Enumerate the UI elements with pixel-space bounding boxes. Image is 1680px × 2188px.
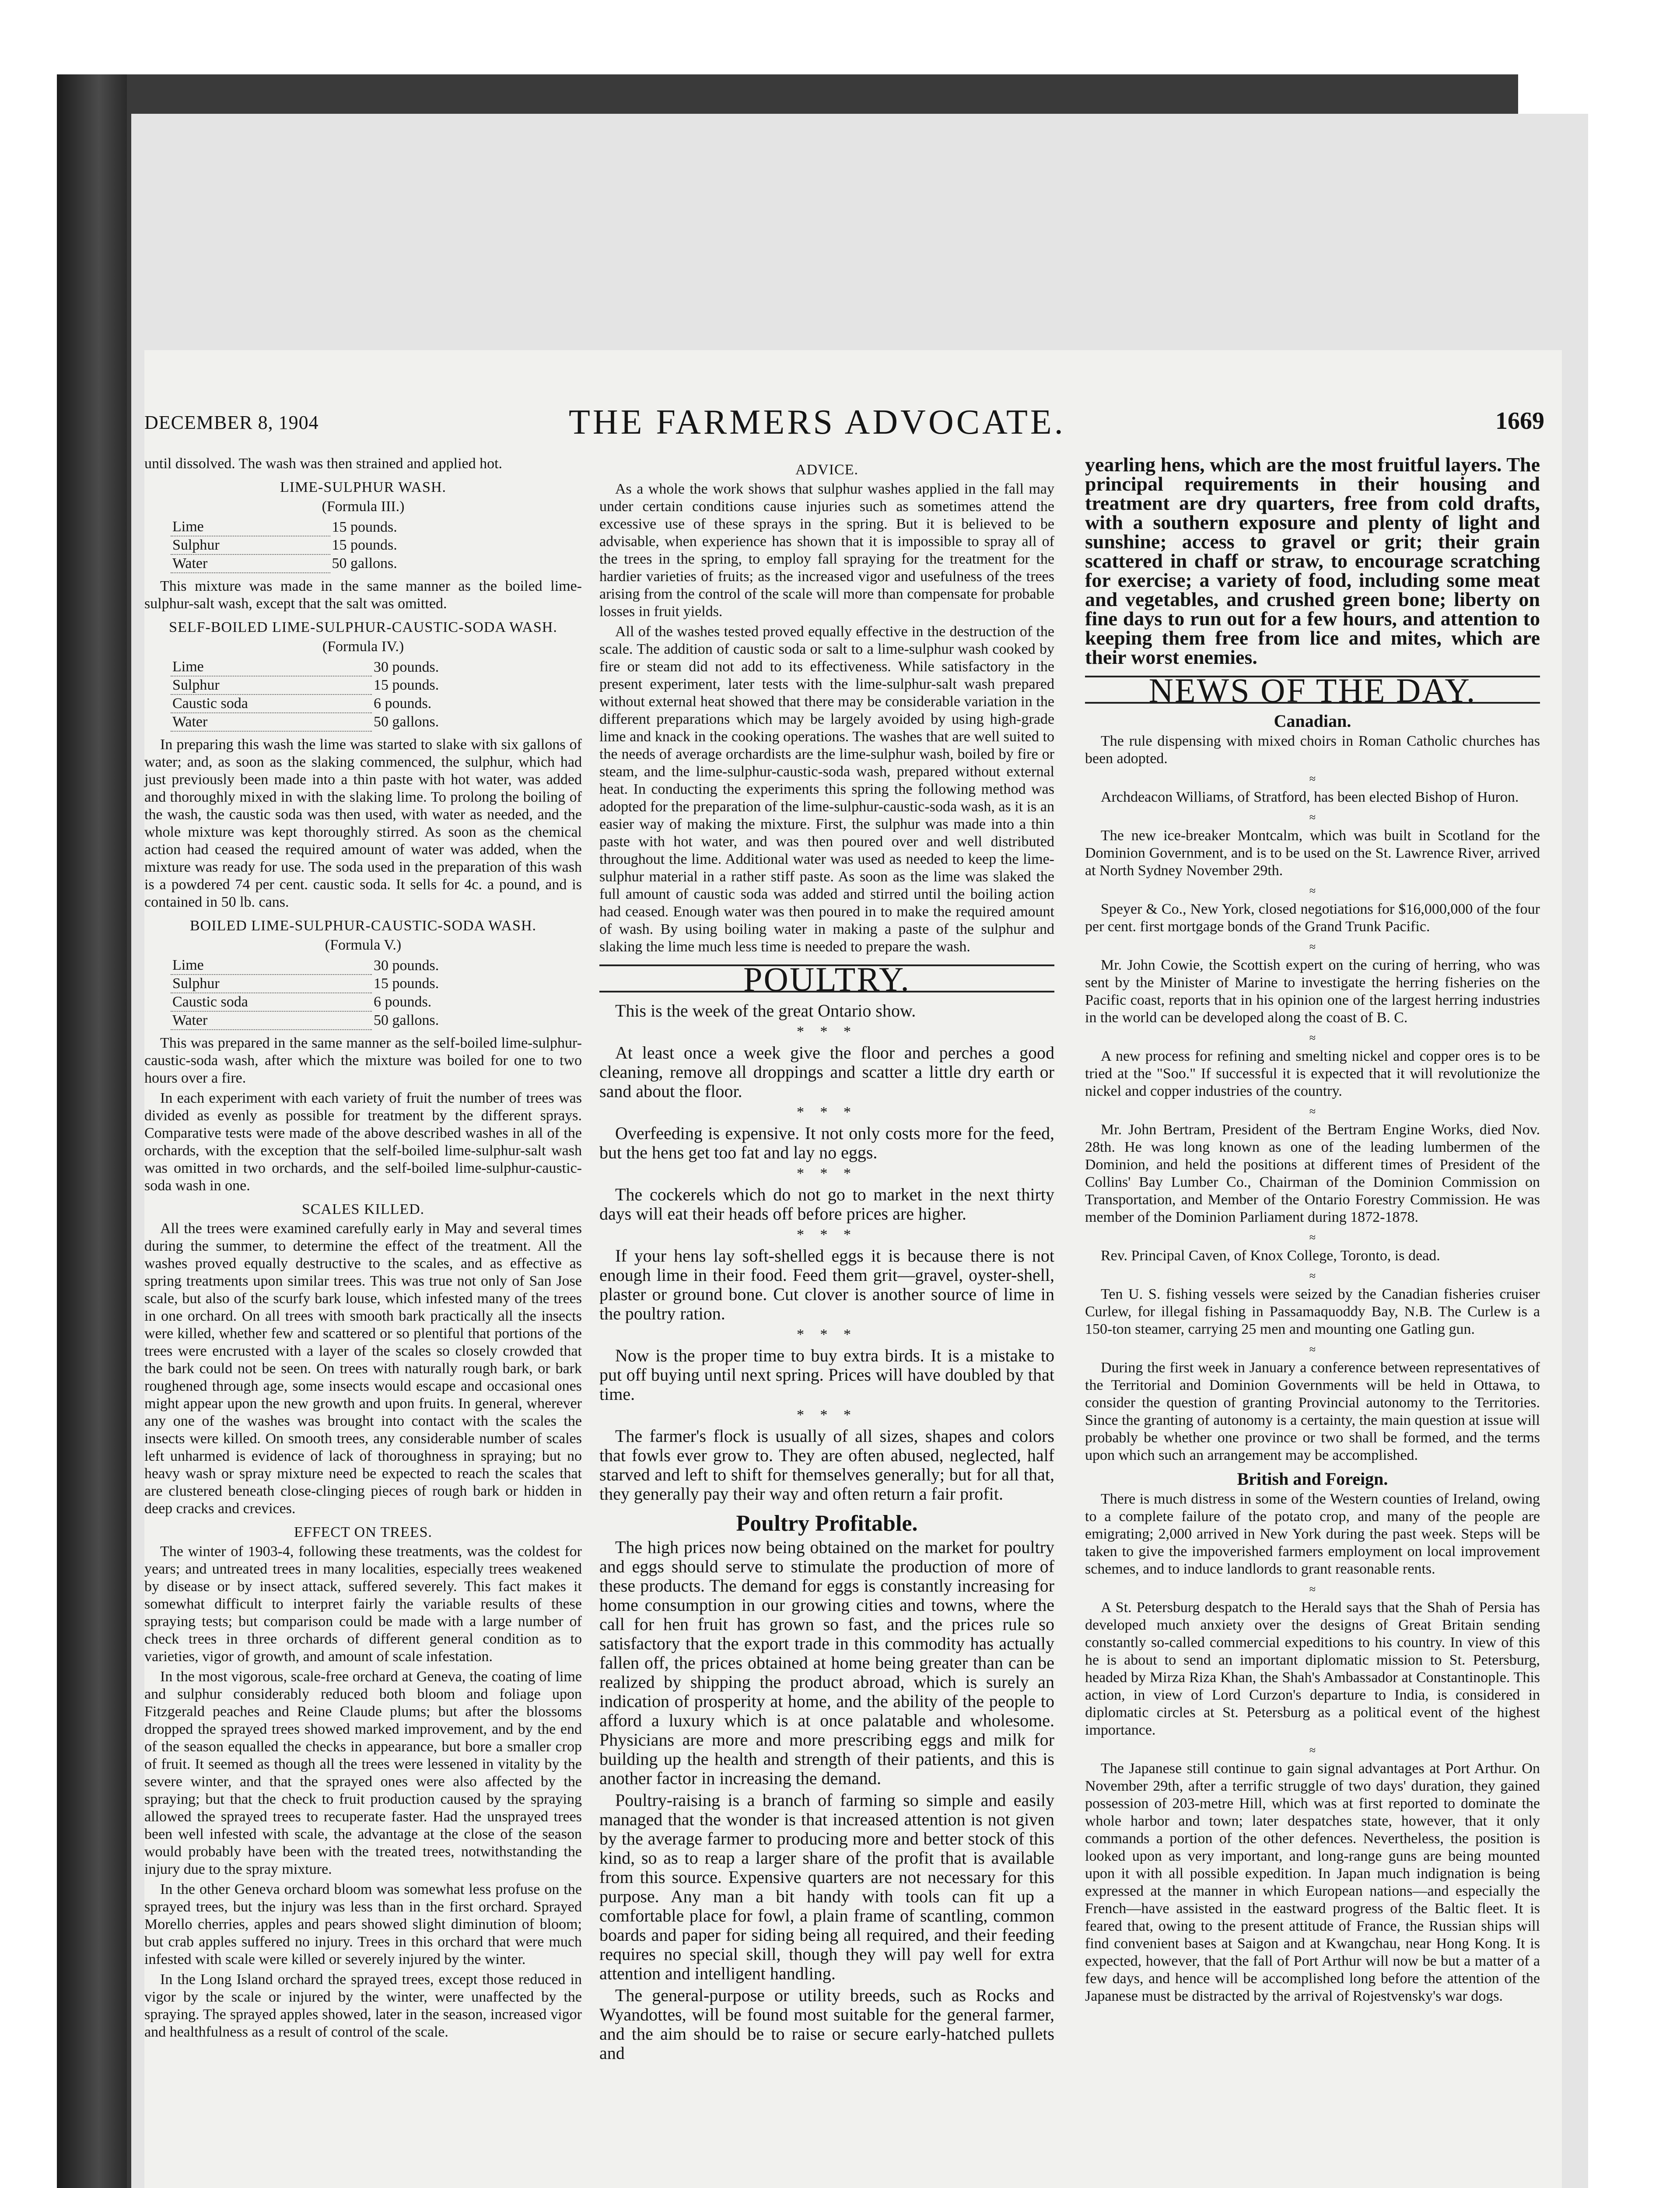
profitable-paragraph-3: The general-purpose or utility breeds, such as Rocks and Wyandottes, will be found most suitable for the general farmer, and the aim should be to raise or secure early-hatched pullets and: [599, 1985, 1054, 2063]
ingredient-amount: 6 pounds.: [373, 695, 432, 712]
ingredient-name: Lime: [171, 957, 372, 975]
section-break: * * *: [797, 1326, 857, 1343]
ingredient-name: Sulphur: [171, 975, 372, 993]
section-break: * * *: [797, 1407, 857, 1423]
intro-text: until dissolved. The wash was then strained and applied hot.: [144, 456, 503, 472]
masthead-title: THE FARMERS ADVOCATE.: [569, 403, 1066, 442]
advice-heading: ADVICE.: [795, 462, 858, 478]
profitable-paragraph-2: Poultry-raising is a branch of farming so simple and easily managed that the wonder is that increased attention is not given by the average farmer to producing more and better stock of this kind, so as to reap a larger share of the profit that is available from this source. Expensive quarters are not necessary for this purpose. Any man a bit handy with tools can fit up a comfortable place for fowl, a plain frame of scantling, common boards and paper for siding being all required, and their feeding requires no special skill, though they will pay well for extra attention and intelligent handling.: [599, 1790, 1054, 1983]
table-row: [171, 658, 547, 676]
item-separator: ≈: [1309, 1343, 1316, 1356]
news-item: There is much distress in some of the Western counties of Ireland, owing to a complete failure of the potato crop, and many of the people are emigrating; 2,000 arrived in New York during the past week. Steps will be taken to give the impoverished farmers employment on local improvement schemes, and to induce landlords to grant reasonable rents.: [1085, 1491, 1540, 1577]
formula-3-number: (Formula III.): [322, 498, 405, 515]
news-item: A St. Petersburg despatch to the Herald says that the Shah of Persia has developed much anxiety over the designs of Great Britain sending constantly so-called commercial expeditions to his country. In view of this he is about to send an important diplomatic mission to St. Petersburg, headed by Mirza Riza Khan, the Shah's Ambassador at Constantinople. This action, in view of Lord Curzon's departure to India, is considered in diplomatic circles at St. Petersburg as a political event of the highest importance.: [1085, 1599, 1540, 1738]
item-separator: ≈: [1309, 1231, 1316, 1244]
scales-paragraph: All the trees were examined carefully early in May and several times during the summer, to determine the effect of the treatment. All the washes proved equally destructive to the scales, and as effective as spring treatments upon similar trees. This was true not only of San Jose scale, but also of the scurfy bark louse, which infested many of the trees in one orchard. On all trees with smooth bark practically all the insects were killed, whether few and scattered or so plentiful that portions of the trees were encrusted with a layer of the scales so closely crowded that the bark could not be seen. On trees with naturally rough bark, or bark roughened through age, some insects would escape and occasional ones might appear upon the new growth and upon fruits. In general, wherever any one of the washes was brought into contact with the scales the insects were killed. On smooth trees, any considerable number of scales left unharmed is evidence of lack of thoroughness in spraying; but no heavy wash or spray mixture need be expected to reach the scales that are clustered beneath close-clinging pieces of rough bark or hidden in deep cracks and crevices.: [144, 1220, 582, 1517]
profitable-paragraph-1: The high prices now being obtained on the market for poultry and eggs should serve to stimulate the production of more of these products. The demand for eggs is constantly increasing for home consumption in our growing cities and towns, where the call for hen fruit has grown so fast, and the prices rule so satisfactory that the export trade in this commodity has actually fallen off, the prices obtained at home being greater than can be realized by shipping the product abroad, which is surely an indication of prosperity at home, and the ability of the people to afford a luxury which is at once palatable and wholesome. Physicians are more and more prescribing eggs and milk for building up the health and strength of their patients, and this is another factor in increasing the demand.: [599, 1537, 1054, 1788]
scales-killed-heading: SCALES KILLED.: [301, 1201, 425, 1217]
ingredient-amount: 6 pounds.: [373, 994, 432, 1010]
poultry-note: If your hens lay soft-shelled eggs it is because there is not enough lime in their food. Feed them grit—gravel, oyster-shell, plaster or ground bone. Cut clover is another source of lime in the poultry ration.: [599, 1246, 1054, 1323]
item-separator: ≈: [1309, 884, 1316, 897]
section-break: * * *: [797, 1165, 857, 1182]
poultry-note: At least once a week give the floor and perches a good cleaning, remove all droppings and scatter a little dry earth or sand about the floor.: [599, 1043, 1054, 1101]
ingredient-name: Lime: [171, 658, 372, 676]
table-row: [171, 518, 547, 536]
ingredient-amount: 30 pounds.: [373, 957, 439, 974]
table-row: [171, 694, 547, 713]
table-row: [171, 554, 547, 573]
section-break: * * *: [797, 1227, 857, 1243]
canadian-heading: Canadian.: [1274, 711, 1351, 731]
ingredient-amount: 30 pounds.: [373, 659, 439, 675]
effect-on-trees-heading: EFFECT ON TREES.: [294, 1524, 433, 1540]
table-row: [171, 713, 547, 731]
news-item: Mr. John Bertram, President of the Bertram Engine Works, died Nov. 28th. He was long known as one of the leading lumbermen of the Dominion, and held the positions at different times of President of the Collins' Bay Lumber Co., Chairman of the Dominion Commission on Transportation, and Member of the Ontario Forestry Commission. He was member of the Dominion Parliament during 1872-1878.: [1085, 1122, 1540, 1225]
item-separator: ≈: [1309, 940, 1316, 953]
news-item: The Japanese still continue to gain signal advantages at Port Arthur. On November 29th, after a terrific struggle of two days' duration, they gained possession of 203-metre Hill, which was at first reported to dominate the whole harbor and town; later despatches state, however, that it only commands a portion of the other defences. Nevertheless, the position is looked upon as very important, and long-range guns are being mounted upon it with all possible expedition. In Japan much indignation is being expressed at the manner in which European nations—and especially the French—have assisted in the eastward progress of the Baltic fleet. It is feared that, owing to the present attitude of France, the Russian ships will find convenient bases at Saigon and at Kwangchau, near Hong Kong. It is expected, however, that the fall of Port Arthur will now be but a matter of a few days, and hence will be accomplished long before the attention of the Japanese must be distracted by the arrival of Rojestvensky's war dogs.: [1085, 1760, 1540, 2004]
column-1: [144, 455, 582, 2044]
effect-paragraph-4: In the Long Island orchard the sprayed trees, except those reduced in vigor by the scale or injured by the winter, were unaffected by the spraying. The sprayed apples showed, later in the season, increased vigor and healthfulness as a result of control of the scale.: [144, 1971, 582, 2040]
table-row: [171, 536, 547, 554]
table-row: [171, 676, 547, 694]
formula-4-table: [171, 658, 547, 732]
table-row: [171, 1011, 547, 1030]
formula-5-table: [171, 957, 547, 1030]
table-row: [171, 975, 547, 993]
advice-paragraph-2: All of the washes tested proved equally effective in the destruction of the scale. The addition of caustic soda or salt to a lime-sulphur wash cooked by fire or steam did not add to its effectiveness. While satisfactory in the present experiment, later tests with the lime-sulphur-salt wash prepared without external heat showed that there may be considerable variation in the different preparations which may be largely avoided by using high-grade lime and knack in the cooking operations. The washes that are well suited to the needs of average orchardists are the lime-sulphur wash, boiled by fire or steam, and the lime-sulphur-caustic-soda wash, prepared without external heat. In conducting the experiments this spring the following method was adopted for the preparation of the lime-sulphur-caustic-soda wash, as it is an easier way of making the mixture. First, the sulphur was made into a thin paste with hot water, and was then poured over and well distributed throughout the lime. Additional water was used as needed to keep the lime-sulphur material in a rather stiff paste. As soon as the lime was slaked the full amount of caustic soda was added and stirred until the boiling action had ceased. Enough water was then poured in to make the required amount of wash. By using boiling water in making a paste of the sulphur and slaking the lime much less time is needed to prepare the wash.: [599, 624, 1054, 955]
formula-3-table: [171, 518, 547, 573]
poultry-section: [599, 1001, 1054, 2063]
ingredient-name: Caustic soda: [171, 694, 372, 713]
poultry-note: Overfeeding is expensive. It not only costs more for the feed, but the hens get too fat and lay no eggs.: [599, 1123, 1054, 1162]
news-item: Speyer & Co., New York, closed negotiations for $16,000,000 of the four per cent. first mortgage bonds of the Grand Trunk Pacific.: [1085, 901, 1540, 935]
ingredient-amount: 15 pounds.: [332, 519, 397, 535]
item-separator: ≈: [1309, 772, 1316, 785]
table-row: [171, 993, 547, 1011]
news-item: Rev. Principal Caven, of Knox College, Toronto, is dead.: [1101, 1248, 1440, 1264]
poultry-profitable-heading: Poultry Profitable.: [736, 1511, 918, 1536]
news-item: The new ice-breaker Montcalm, which was built in Scotland for the Dominion Government, and is to be used on the St. Lawrence River, arrived at North Sydney November 29th.: [1085, 828, 1540, 879]
formula-5-title: BOILED LIME-SULPHUR-CAUSTIC-SODA WASH.: [189, 918, 536, 934]
effect-paragraph-2: In the most vigorous, scale-free orchard at Geneva, the coating of lime and sulphur considerably reduced both bloom and foliage upon Fitzgerald peaches and Reine Claude plums; but after the blossoms dropped the sprayed trees showed marked improvement, and by the end of the season equalled the checks in appearance, but bore a smaller crop of fruit. It seemed as though all the trees were lessened in vitality by the severe winter, and that the sprayed ones were also affected by the spraying; but that the check to fruit production caused by the spraying allowed the sprayed trees to recuperate faster. Had the unsprayed trees been well infested with scale, the advantage at the close of the season would probably have been with the treated trees, notwithstanding the injury due to the spray mixture.: [144, 1669, 582, 1877]
page-header: [144, 403, 1562, 455]
ingredient-name: Water: [171, 1011, 372, 1030]
news-item: A new process for refining and smelting nickel and copper ores is to be tried at the "Soo." If successful it is expected that it will revolutionize the nickel and copper industries of the country.: [1085, 1048, 1540, 1099]
effect-paragraph-3: In the other Geneva orchard bloom was somewhat less profuse on the sprayed trees, but the injury was less than in the first orchard. Sprayed Morello cherries, apples and pears showed slight diminution of bloom; but crab apples suffered no injury. Trees in this orchard that were much infested with scale were killed or severely injured by the winter.: [144, 1881, 582, 1967]
item-separator: ≈: [1309, 811, 1316, 824]
poultry-continued-text: yearling hens, which are the most fruitful layers. The principal requirements in their housing and treatment are dry quarters, free from cold drafts, with a southern exposure and plenty of light and sunshine; access to gravel or grit; their grain scattered in chaff or straw, to encourage scratching for exercise; a variety of food, including some meat and vegetables, and crushed green bone; liberty on fine days to run out for a few hours, and attention to keeping them free from lice and mites, which are their worst enemies.: [1085, 453, 1540, 668]
news-of-the-day-title: NEWS OF THE DAY.: [1085, 676, 1540, 704]
book-spine: [57, 74, 127, 2188]
ingredient-name: Sulphur: [171, 536, 330, 554]
poultry-note: Now is the proper time to buy extra birds. It is a mistake to put off buying until next spring. Prices will have doubled by that time.: [599, 1346, 1054, 1404]
ingredient-amount: 50 gallons.: [332, 555, 397, 572]
table-row: [171, 957, 547, 975]
item-separator: ≈: [1309, 1105, 1316, 1118]
british-and-foreign-heading: British and Foreign.: [1237, 1469, 1388, 1489]
section-break: * * *: [797, 1024, 857, 1040]
ingredient-name: Sulphur: [171, 676, 372, 694]
formula-5-number: (Formula V.): [325, 937, 402, 953]
ingredient-name: Caustic soda: [171, 993, 372, 1011]
newspaper-page: [144, 350, 1562, 2188]
poultry-note: This is the week of the great Ontario show.: [615, 1001, 916, 1020]
formula-3-title: LIME-SULPHUR WASH.: [280, 479, 447, 495]
news-item: During the first week in January a conference between representatives of the Territorial and Dominion Governments will be held in Ottawa, to consider the question of granting Provincial autonomy to the Territories. Since the granting of autonomy is a certainty, the main question at issue will probably be whether one province or two shall be formed, and the terms upon which such an arrangement may be accomplished.: [1085, 1360, 1540, 1463]
ingredient-amount: 15 pounds.: [373, 677, 439, 693]
formula-5-note: This was prepared in the same manner as the self-boiled lime-sulphur-caustic-soda wash, after which the mixture was boiled for one to two hours over a fire.: [144, 1035, 582, 1086]
effect-paragraph-1: The winter of 1903-4, following these treatments, was the coldest for years; and untreated trees in many localities, especially trees weakened by disease or by insect attack, suffered severely. This fact makes it somewhat difficult to interpret fairly the variable results of these spraying tests; but comparison could be made with a large number of check trees in three orchards of different general condition as to varieties, vigor of growth, and amount of scale infestation.: [144, 1543, 582, 1665]
ingredient-name: Water: [171, 554, 330, 573]
formula-3-note: This mixture was made in the same manner as the boiled lime-sulphur-salt wash, except that the salt was omitted.: [144, 578, 582, 612]
item-separator: ≈: [1309, 1744, 1316, 1757]
poultry-section-title: POULTRY.: [599, 964, 1054, 992]
news-item: Archdeacon Williams, of Stratford, has been elected Bishop of Huron.: [1101, 789, 1519, 805]
formula-4-title: SELF-BOILED LIME-SULPHUR-CAUSTIC-SODA WASH.: [169, 619, 557, 635]
formula-4-number: (Formula IV.): [322, 638, 404, 655]
ingredient-amount: 50 gallons.: [373, 714, 439, 730]
column-2: [599, 455, 1054, 2065]
issue-date: DECEMBER 8, 1904: [144, 412, 319, 433]
poultry-note: The farmer's flock is usually of all sizes, shapes and colors that fowls ever grow to. They are often abused, neglected, half starved and left to shift for themselves generally; but for all that, they generally pay their way and often return a fair profit.: [599, 1426, 1054, 1504]
advice-paragraph-1: As a whole the work shows that sulphur washes applied in the fall may under certain conditions cause injuries such as sometimes attend the excessive use of these sprays in the spring. But it is believed to be advisable, when experience has shown that it is impossible to spray all of the trees in the spring, to employ fall spraying for the treatment for the hardier varieties of fruits; as the increased vigor and usefulness of the trees arising from the control of the scale will more than compensate for probable losses in fruit yields.: [599, 481, 1054, 620]
item-separator: ≈: [1309, 1583, 1316, 1595]
item-separator: ≈: [1309, 1031, 1316, 1044]
ingredient-amount: 15 pounds.: [373, 975, 439, 992]
column-3: [1085, 455, 1540, 2008]
page-number: 1669: [1495, 407, 1544, 435]
section-break: * * *: [797, 1104, 857, 1120]
ingredient-name: Water: [171, 713, 372, 731]
item-separator: ≈: [1309, 1269, 1316, 1282]
formula-4-note: In preparing this wash the lime was started to slake with six gallons of water; and, as soon as the slaking commenced, the sulphur, which had just previously been made into a thin paste with hot water, was added and thoroughly mixed in with the slaking lime. To prolong the boiling of the wash, the caustic soda was then used, with water as needed, and the whole mixture was kept thoroughly stirred. As soon as the chemical action had ceased the required amount of water was added, when the mixture was ready for use. The soda used in the preparation of this wash is a powdered 74 per cent. caustic soda. It sells for 4c. a pound, and is contained in 50 lb. cans.: [144, 736, 582, 910]
news-item: Mr. John Cowie, the Scottish expert on the curing of herring, who was sent by the Minister of Marine to investigate the herring fisheries on the Pacific coast, reports that in his opinion one of the largest herring industries in the world can be developed along the coast of B. C.: [1085, 957, 1540, 1026]
ingredient-amount: 15 pounds.: [332, 537, 397, 553]
poultry-note: The cockerels which do not go to market in the next thirty days will eat their heads off before prices are higher.: [599, 1185, 1054, 1224]
ingredient-amount: 50 gallons.: [373, 1012, 439, 1028]
ingredient-name: Lime: [171, 518, 330, 536]
news-item: Ten U. S. fishing vessels were seized by the Canadian fisheries cruiser Curlew, for illegal fishing in Passamaquoddy Bay, N.B. The Curlew is a 150-ton steamer, carrying 25 men and mounting one Gatling gun.: [1085, 1286, 1540, 1337]
news-item: The rule dispensing with mixed choirs in Roman Catholic churches has been adopted.: [1085, 733, 1540, 767]
orchards-paragraph: In each experiment with each variety of fruit the number of trees was divided as evenly as possible for treatment by the different sprays. Comparative tests were made of the above described washes in all of the orchards, with the exception that the self-boiled lime-sulphur-salt wash was omitted in two orchards, and the self-boiled lime-sulphur-caustic-soda wash in one.: [144, 1090, 582, 1194]
